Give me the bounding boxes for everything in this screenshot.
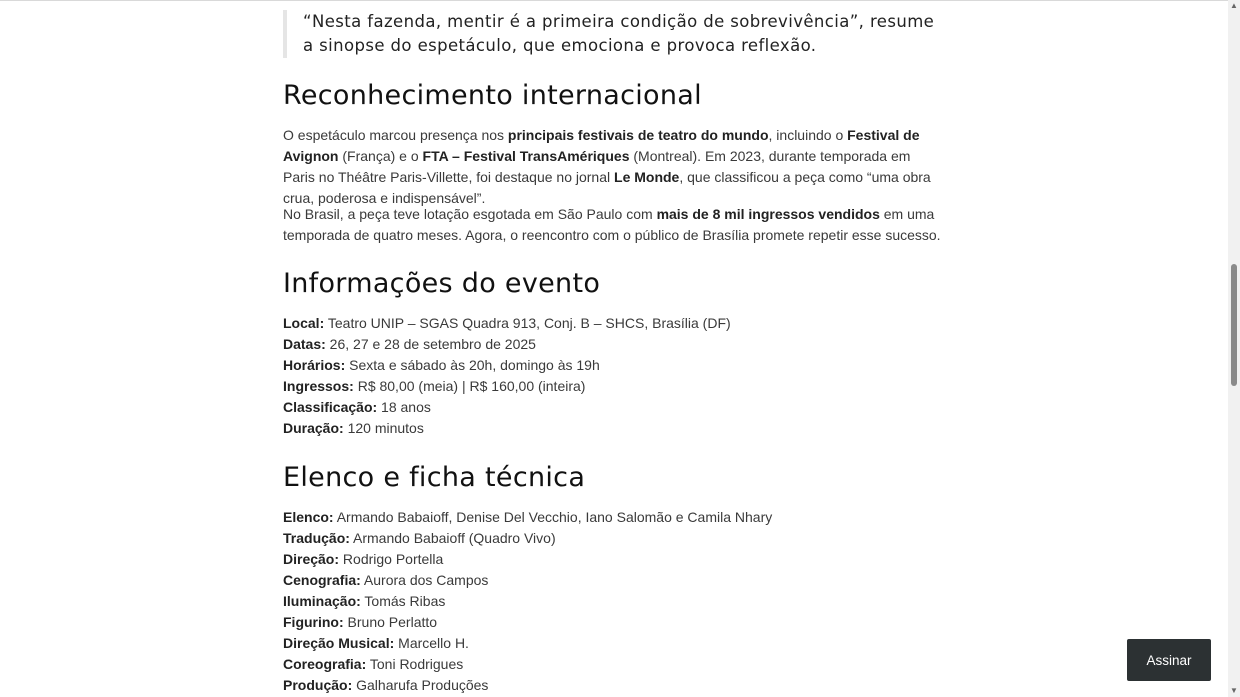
info-label: Figurino:	[283, 614, 344, 630]
info-row	[283, 675, 945, 696]
info-row	[283, 397, 945, 418]
heading-recognition: Reconhecimento internacional	[283, 80, 702, 111]
info-label: Tradução:	[283, 530, 350, 546]
paragraph-text: (Montreal). Em 2023, durante temporada em Paris no Théâtre Paris-Villette, foi destaque no jornal	[283, 148, 911, 185]
paragraph-text: , que classificou a peça como “uma obra crua, poderosa e indispensável”.	[283, 169, 931, 206]
scrollbar-thumb[interactable]	[1231, 264, 1237, 386]
bold-text: FTA – Festival TransAmériques	[422, 148, 630, 164]
bold-text: mais de 8 mil ingressos vendidos	[656, 206, 880, 222]
info-row	[283, 570, 945, 591]
cast-list	[283, 507, 945, 696]
vertical-scrollbar[interactable]	[1228, 0, 1240, 697]
info-row	[283, 507, 945, 528]
info-row	[283, 313, 945, 334]
subscribe-button[interactable]: Assinar	[1127, 639, 1211, 681]
info-label: Datas:	[283, 336, 326, 352]
info-value: Toni Rodrigues	[366, 656, 464, 672]
info-value: Armando Babaioff, Denise Del Vecchio, Iano Salomão e Camila Nhary	[333, 509, 773, 525]
heading-event-info: Informações do evento	[283, 268, 601, 299]
info-label: Direção:	[283, 551, 340, 567]
info-label: Cenografia:	[283, 572, 361, 588]
info-value: Armando Babaioff (Quadro Vivo)	[349, 530, 556, 546]
info-value: Aurora dos Campos	[360, 572, 489, 588]
bold-text: principais festivais de teatro do mundo	[507, 127, 769, 143]
paragraph-text: em uma temporada de quatro meses. Agora, o reencontro com o público de Brasília promete repetir esse sucesso.	[283, 206, 941, 243]
paragraph-text: No Brasil, a peça teve lotação esgotada em São Paulo com	[283, 206, 657, 222]
info-label: Classificação:	[283, 399, 378, 415]
event-info-list	[283, 313, 945, 439]
scroll-up-icon[interactable]: ▲	[1230, 1, 1238, 10]
scroll-down-icon[interactable]: ▼	[1230, 686, 1238, 695]
info-value: Teatro UNIP – SGAS Quadra 913, Conj. B – SHCS, Brasília (DF)	[324, 315, 731, 331]
info-value: Bruno Perlatto	[343, 614, 438, 630]
paragraph-text: , incluindo o	[768, 127, 848, 143]
info-row	[283, 376, 945, 397]
top-divider	[0, 0, 1228, 1]
info-value: Marcello H.	[394, 635, 469, 651]
info-label: Horários:	[283, 357, 346, 373]
info-value: 26, 27 e 28 de setembro de 2025	[325, 336, 536, 352]
info-row	[283, 334, 945, 355]
info-value: Tomás Ribas	[360, 593, 446, 609]
info-row	[283, 591, 945, 612]
info-row	[283, 528, 945, 549]
info-label: Duração:	[283, 420, 344, 436]
info-label: Ingressos:	[283, 378, 354, 394]
info-row	[283, 549, 945, 570]
paragraph-recognition-1	[283, 125, 945, 209]
bold-text: Le Monde	[614, 169, 680, 185]
info-row	[283, 418, 945, 439]
bold-text: Festival de Avignon	[283, 127, 920, 164]
blockquote: “Nesta fazenda, mentir é a primeira condição de sobrevivência”, resume a sinopse do espetáculo, que emociona e provoca reflexão.	[283, 10, 943, 58]
info-value: Galharufa Produções	[352, 677, 489, 693]
info-row	[283, 633, 945, 654]
info-label: Elenco:	[283, 509, 334, 525]
info-value: Rodrigo Portella	[339, 551, 444, 567]
info-label: Coreografia:	[283, 656, 367, 672]
heading-cast: Elenco e ficha técnica	[283, 462, 586, 493]
info-label: Local:	[283, 315, 325, 331]
info-label: Produção:	[283, 677, 353, 693]
info-row	[283, 654, 945, 675]
info-label: Iluminação:	[283, 593, 361, 609]
paragraph-text: O espetáculo marcou presença nos	[283, 127, 508, 143]
info-value: 120 minutos	[343, 420, 424, 436]
info-value: R$ 80,00 (meia) | R$ 160,00 (inteira)	[353, 378, 586, 394]
paragraph-text: (França) e o	[338, 148, 423, 164]
info-row	[283, 355, 945, 376]
info-label: Direção Musical:	[283, 635, 395, 651]
paragraph-recognition-2	[283, 204, 945, 246]
info-value: 18 anos	[377, 399, 431, 415]
info-value: Sexta e sábado às 20h, domingo às 19h	[345, 357, 600, 373]
info-row	[283, 612, 945, 633]
